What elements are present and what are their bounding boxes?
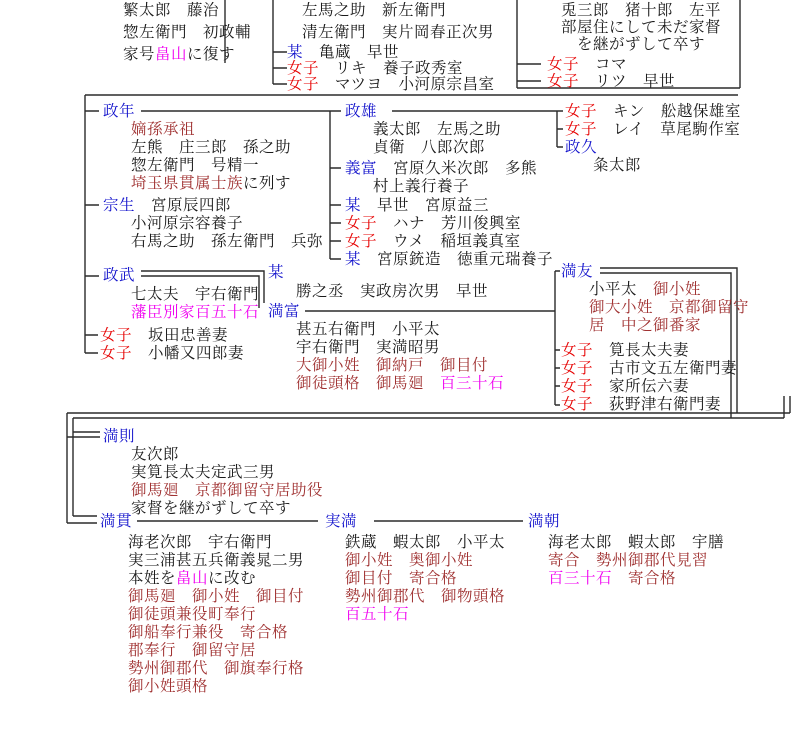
tree-entry-text: 甚五右衛門 小平太 — [296, 320, 441, 338]
tree-entry-text: 勝之丞 実政房次男 早世 — [296, 282, 489, 300]
tree-entry-66 — [128, 642, 256, 659]
tree-entry-text: 満則 — [103, 427, 136, 445]
tree-entry-text: 郡奉行 御留守居 — [128, 641, 257, 659]
tree-entry-text: リツ 早世 — [579, 72, 676, 90]
tree-entry-25 — [373, 178, 469, 195]
tree-entry-text: キン 舩越保雄室 — [597, 102, 741, 120]
tree-entry-text: 家所伝六妻 — [593, 377, 690, 395]
tree-entry-34 — [103, 267, 135, 284]
tree-entry-text — [612, 569, 628, 587]
tree-entry-text: 女子 — [345, 214, 378, 232]
tree-entry-49 — [589, 317, 701, 334]
tree-entry-text: 女子 — [287, 59, 320, 77]
tree-entry-70 — [345, 534, 505, 551]
tree-entry-28 — [345, 233, 521, 250]
tree-entry-text: 某 — [287, 43, 304, 61]
tree-entry-text: 満貫 — [100, 512, 133, 530]
tree-entry-61 — [128, 552, 304, 569]
tree-entry-text: リキ 養子政秀室 — [319, 59, 464, 77]
tree-entry-text: ウメ 稲垣義真室 — [377, 232, 521, 250]
tree-entry-text: 実三浦甚五兵衛義晁二男 — [128, 551, 305, 569]
tree-entry-text: 満朝 — [528, 512, 561, 530]
tree-entry-71 — [345, 552, 473, 569]
tree-entry-text: 家号 — [123, 45, 156, 63]
tree-entry-55 — [131, 446, 179, 463]
tree-entry-text: を継がずして卒す — [577, 35, 706, 53]
tree-entry-40 — [296, 283, 488, 300]
tree-entry-47 — [589, 281, 701, 298]
tree-entry-48 — [589, 299, 749, 316]
tree-entry-11 — [547, 56, 627, 73]
tree-entry-41 — [268, 303, 300, 320]
tree-entry-text: 女子 — [345, 232, 378, 250]
tree-entry-19 — [131, 215, 243, 232]
tree-entry-text: に列す — [243, 174, 292, 192]
tree-entry-51 — [561, 360, 737, 377]
tree-entry-35 — [131, 286, 259, 303]
tree-entry-27 — [345, 215, 521, 232]
tree-entry-text: 本姓を — [128, 569, 177, 587]
tree-entry-text: 百三十石 — [440, 374, 505, 392]
tree-entry-42 — [296, 321, 440, 338]
tree-entry-text: 実満 — [325, 512, 358, 530]
tree-entry-text: ハナ 芳川俊興室 — [377, 214, 522, 232]
tree-entry-37 — [100, 327, 228, 344]
tree-entry-text: 御大小姓 京都御留守 — [589, 298, 750, 316]
tree-entry-18 — [103, 197, 231, 214]
tree-entry-text: 女子 — [287, 75, 320, 93]
tree-entry-65 — [128, 624, 288, 641]
tree-entry-23 — [373, 139, 485, 156]
tree-entry-73 — [345, 588, 505, 605]
tree-entry-text: 百三十石 — [548, 569, 613, 587]
tree-entry-text: 満友 — [561, 262, 594, 280]
tree-entry-text: 小平太 — [589, 280, 638, 298]
tree-entry-text: 繁太郎 藤治 — [123, 1, 220, 19]
tree-entry-22 — [373, 121, 501, 138]
tree-entry-text: コマ — [579, 55, 628, 73]
tree-entry-69 — [325, 513, 357, 530]
tree-entry-20 — [131, 233, 323, 250]
tree-entry-4 — [302, 24, 494, 41]
tree-entry-57 — [131, 482, 323, 499]
tree-entry-21 — [345, 103, 377, 120]
tree-entry-44 — [296, 357, 488, 374]
tree-entry-text: 女子 — [547, 72, 580, 90]
bottom-left-double-vertical-inner — [73, 418, 100, 516]
tree-entry-72 — [345, 570, 457, 587]
tree-entry-38 — [100, 345, 244, 362]
tree-entry-text: 居 中之御番家 — [589, 316, 702, 334]
tree-entry-text: 早世 宮原益三 — [361, 196, 490, 214]
tree-entry-text: に復す — [187, 45, 236, 63]
tree-entry-76 — [548, 534, 724, 551]
tree-entry-text: 左馬之助 新左衛門 — [302, 1, 447, 19]
tree-entry-text: 鉄蔵 蝦太郎 小平太 — [345, 533, 506, 551]
tree-entry-9 — [561, 19, 721, 36]
tree-entry-text: 坂田忠善妻 — [132, 326, 229, 344]
tree-entry-text: 宮原銃造 徳重元瑞養子 — [361, 250, 554, 268]
tree-entry-text: 御小姓頭格 — [128, 677, 209, 695]
tree-entry-text: 女子 — [561, 395, 594, 413]
tree-entry-36 — [131, 304, 259, 321]
tree-entry-13 — [103, 103, 135, 120]
tree-entry-text: 某 — [268, 263, 285, 281]
tree-entry-text: 女子 — [547, 55, 580, 73]
tree-entry-32 — [565, 139, 597, 156]
tree-entry-text: 藩臣別家百五十石 — [131, 303, 260, 321]
tree-entry-63 — [128, 588, 304, 605]
tree-entry-text: 女子 — [561, 341, 594, 359]
tree-entry-14 — [131, 121, 195, 138]
tree-entry-30 — [565, 103, 741, 120]
tree-entry-62 — [128, 570, 256, 587]
tree-entry-text: 埼玉県貫属士族 — [131, 174, 244, 192]
tree-entry-text: 左熊 庄三郎 孫之助 — [131, 138, 292, 156]
tree-entry-2 — [123, 46, 235, 63]
tree-entry-text: 某 — [345, 250, 362, 268]
tree-entry-45 — [296, 375, 504, 392]
tree-entry-text: 宮原久米次郎 多熊 — [377, 159, 538, 177]
tree-entry-text: マツヨ 小河原宗昌室 — [319, 75, 495, 93]
tree-entry-text: 女子 — [565, 120, 598, 138]
tree-entry-text: 貞衛 八郎次郎 — [373, 138, 486, 156]
tree-entry-7 — [287, 76, 495, 93]
tree-entry-39 — [268, 264, 284, 281]
tree-entry-24 — [345, 160, 537, 177]
tree-entry-29 — [345, 251, 553, 268]
tree-entry-text: 実筧長太夫定武三男 — [131, 463, 276, 481]
tree-entry-12 — [547, 73, 675, 90]
tree-entry-text: 惣左衛門 号精一 — [131, 156, 260, 174]
tree-entry-text: 女子 — [561, 377, 594, 395]
tree-entry-26 — [345, 197, 489, 214]
tree-entry-text: 政久 — [565, 138, 598, 156]
tree-entry-text: 勢州御郡代 御物頭格 — [345, 587, 506, 605]
tree-entry-text: 百五十石 — [345, 605, 410, 623]
tree-entry-text: 海老太郎 蝦太郎 宇膳 — [548, 533, 725, 551]
tree-entry-text: 宗生 — [103, 196, 136, 214]
tree-entry-text: 右馬之助 孫左衛門 兵弥 — [131, 232, 324, 250]
tree-entry-text: 亀蔵 早世 — [303, 43, 400, 61]
tree-entry-text: 宇右衛門 実満昭男 — [296, 338, 441, 356]
tree-entry-50 — [561, 342, 689, 359]
tree-entry-text: 七太夫 宇右衛門 — [131, 285, 260, 303]
tree-entry-text: 御小姓 奥御小姓 — [345, 551, 474, 569]
tree-entry-text: 某 — [345, 196, 362, 214]
tree-entry-text: 粂太郎 — [593, 156, 642, 174]
tree-entry-text: 畠山 — [176, 569, 209, 587]
tree-entry-text: 御小姓 — [653, 280, 702, 298]
tree-entry-text: 家督を継がずして卒す — [131, 499, 292, 517]
tree-entry-text: 女子 — [561, 359, 594, 377]
tree-entry-43 — [296, 339, 440, 356]
tree-entry-text: 畠山 — [155, 45, 188, 63]
tree-entry-text: 古市文五左衛門妻 — [593, 359, 738, 377]
tree-entry-64 — [128, 606, 256, 623]
tree-entry-text: に改む — [208, 569, 257, 587]
tree-entry-77 — [548, 552, 708, 569]
tree-entry-1 — [123, 24, 251, 41]
tree-entry-17 — [131, 175, 291, 192]
tree-entry-46 — [561, 263, 593, 280]
tree-entry-33 — [593, 157, 641, 174]
tree-entry-31 — [565, 121, 740, 138]
tree-entry-10 — [577, 36, 705, 53]
tree-entry-78 — [548, 570, 676, 587]
tree-entry-text: 政武 — [103, 266, 136, 284]
tree-entry-text: 女子 — [100, 344, 133, 362]
tree-entry-text: 部屋住にして未だ家督 — [561, 18, 722, 36]
left-spine — [85, 95, 99, 353]
tree-entry-text: 御馬廻 御小姓 御目付 — [128, 587, 305, 605]
tree-entry-text: 寄合格 — [628, 569, 677, 587]
tree-entry-16 — [131, 157, 259, 174]
tree-entry-text: レイ 草尾駒作室 — [597, 120, 741, 138]
tree-entry-text: 御船奉行兼役 寄合格 — [128, 623, 289, 641]
tree-entry-text: 海老次郎 宇右衛門 — [128, 533, 273, 551]
tree-entry-60 — [128, 534, 272, 551]
tree-entry-text: 惣左衛門 初政輔 — [123, 23, 252, 41]
tree-entry-54 — [103, 428, 135, 445]
tree-entry-52 — [561, 378, 689, 395]
tree-entry-text: 兎三郎 猪十郎 左平 — [561, 1, 722, 19]
tree-entry-text: 友次郎 — [131, 445, 180, 463]
tree-entry-text: 御目付 寄合格 — [345, 569, 458, 587]
tree-entry-68 — [128, 678, 208, 695]
tree-entry-text: 荻野津右衛門妻 — [593, 395, 722, 413]
tree-entry-text: 政年 — [103, 102, 136, 120]
tree-entry-3 — [302, 2, 446, 19]
tree-entry-text: 女子 — [100, 326, 133, 344]
tree-entry-0 — [123, 2, 219, 19]
tree-entry-text: 寄合 勢州御郡代見習 — [548, 551, 709, 569]
tree-entry-59 — [100, 513, 132, 530]
tree-entry-text: 政雄 — [345, 102, 378, 120]
tree-entry-text: 小河原宗容養子 — [131, 214, 244, 232]
tree-entry-text: 女子 — [565, 102, 598, 120]
tree-entry-text: 御徒頭格 御馬廻 — [296, 374, 425, 392]
bottom-left-double-vertical-outer — [67, 413, 100, 523]
tree-entry-75 — [528, 513, 560, 530]
tree-entry-text: 小幡又四郎妻 — [132, 344, 245, 362]
tree-entry-56 — [131, 464, 275, 481]
tree-entry-text — [637, 280, 653, 298]
tree-entry-text: 筧長太夫妻 — [593, 341, 690, 359]
tree-entry-67 — [128, 660, 304, 677]
tree-entry-text — [424, 374, 440, 392]
tree-entry-text: 勢州御郡代 御旗奉行格 — [128, 659, 305, 677]
tree-entry-text: 大御小姓 御納戸 御目付 — [296, 356, 489, 374]
top-middle-spine — [273, 0, 287, 84]
tree-entry-58 — [131, 500, 291, 517]
tree-entry-text: 義太郎 左馬之助 — [373, 120, 502, 138]
tree-entry-74 — [345, 606, 409, 623]
tree-entry-text: 義富 — [345, 159, 378, 177]
mitsutomo-children-spine — [555, 271, 560, 405]
tree-entry-text: 村上義行養子 — [373, 177, 470, 195]
tree-entry-text: 宮原辰四郎 — [135, 196, 232, 214]
tree-entry-text: 清左衛門 実片岡春正次男 — [302, 23, 495, 41]
tree-entry-8 — [561, 2, 721, 19]
tree-entry-text: 嫡孫承祖 — [131, 120, 196, 138]
tree-entry-15 — [131, 139, 291, 156]
tree-entry-53 — [561, 396, 721, 413]
tree-entry-text: 御徒頭兼役町奉行 — [128, 605, 257, 623]
tree-entry-text: 満富 — [268, 302, 301, 320]
tree-entry-text: 御馬廻 京都御留守居助役 — [131, 481, 324, 499]
